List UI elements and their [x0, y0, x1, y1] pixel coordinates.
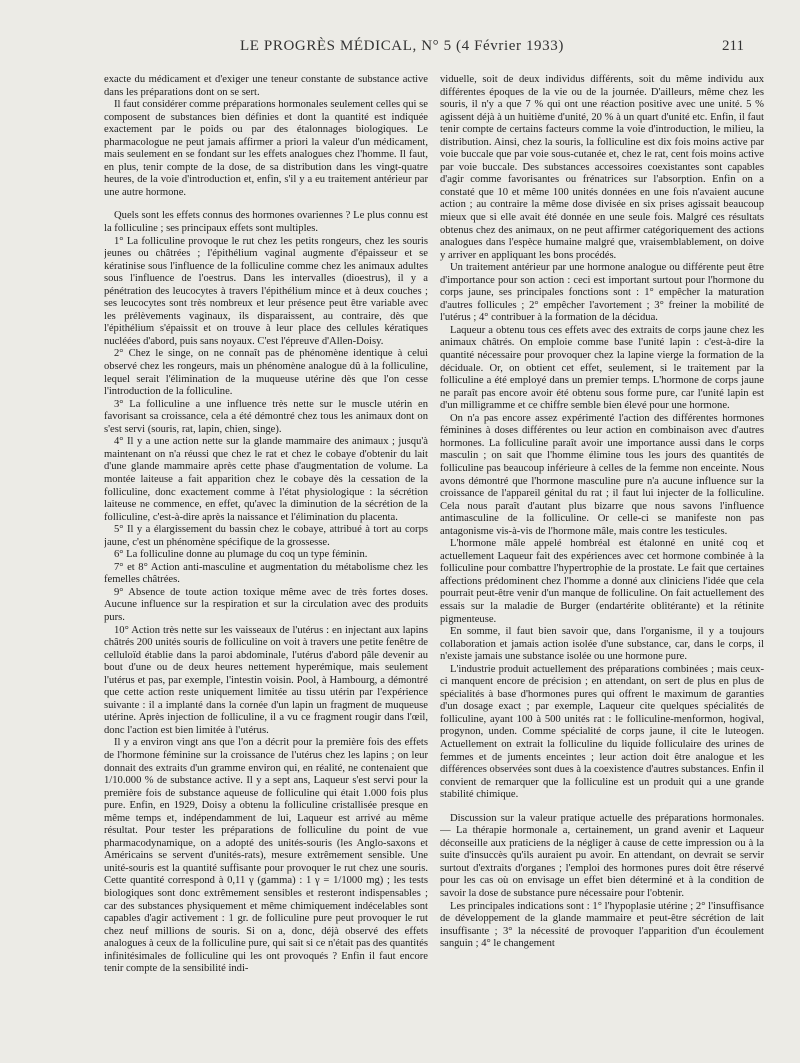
paragraph: 5° Il y a élargissement du bassin chez le cobaye, attribué à tort au corps jaune, c'est un phénomène spécifique de la grossesse.: [104, 524, 428, 548]
paragraph: L'hormone mâle appelé hombréal est étalonné en unité coq et actuellement Laqueur fait des expériences avec cet hormone combinée à la folliculine pour combattre l'hypertrophie de la prostate. Le fait que certaines affections prédominent chez l'homme a donné aux cliniciens l'idée que cela pourrait peut-être venir d'un manque de folliculine. On fait actuellement des essais sur la maladie de Burger (endartérite oblitérante) et la rétinite pigmenteuse.: [440, 538, 764, 625]
paragraph: Il faut considérer comme préparations hormonales seulement celles qui se composent de substances bien définies et dont la quantité est indiquée exactement par le poids ou par des étalonnages biologiques. Le pharmacologue ne peut jamais affirmer a priori la valeur d'un médicament, mais seulement en se fondant sur les effets analogues chez l'homme. Il faut, en plus, tenir compte de la dose, de sa distribution dans les vingt-quatre heures, de la voie d'introduction et, enfin, s'il y a eu traitement antérieur par une autre hormone.: [104, 99, 428, 198]
left-column: [104, 74, 428, 1044]
paragraph: L'industrie produit actuellement des préparations combinées ; mais ceux-ci manquent encore de précision ; en attendant, on sert de plus en plus de spécialités à base d'hormones pures qui offrent le maximum de garanties d'un dosage exact ; par exemple, Laqueur cite quelques spécialités de folliculine, ayant 100 à 500 unités rat : le folliculine-menformon, hogival, progynon, unden. Comme spécialité de corps jaune, il cite le luteogen. Actuellement on extrait la folliculine du liquide folliculaire des urines de femmes et de juments enceintes ; leur action doit être analogue et les différences observées sont dues à la coexistence d'autres substances. Enfin il convient de remarquer que la folliculine est un produit qui a une grande stabilité chimique.: [440, 663, 764, 801]
paragraph: 3° La folliculine a une influence très nette sur le muscle utérin en favorisant sa croissance, cela a été démontré chez tous les animaux dont on s'est servi (souris, rat, lapin, chien, singe).: [104, 398, 428, 435]
paragraph: 2° Chez le singe, on ne connaît pas de phénomène identique à celui observé chez les rongeurs, mais un phénomène analogue dû à la folliculine, lequel serait l'élimination de la muqueuse utérine dès que l'on cesse l'introduction de la folliculine.: [104, 348, 428, 398]
paragraph: 10° Action très nette sur les vaisseaux de l'utérus : en injectant aux lapins châtrés 200 unités souris de folliculine on voit à travers une petite fenêtre de celluloïd établie dans la paroi abdominale, l'utérus d'abord pâle devenir au bout d'une ou de deux heures nettement hyperémique, mais seulement l'utérus et pas, par exemple, l'intestin voisin. Pool, à Hambourg, a démontré que cette action reste uniquement limitée au tissu utérin par l'expérience suivante : il a implanté dans la cornée d'un lapin un fragment de muqueuse utérine. Après injection de folliculine, il a vu ce fragment rougir dans l'œil, donc l'action est bien limitée à l'utérus.: [104, 624, 428, 736]
paragraph: 9° Absence de toute action toxique même avec de très fortes doses. Aucune influence sur la respiration et sur la circulation avec des produits purs.: [104, 586, 428, 623]
paragraph: 4° Il y a une action nette sur la glande mammaire des animaux ; jusqu'à maintenant on n'a réussi que chez le rat et chez le cobaye d'obtenir du lait d'une glande mammaire après cette phase d'augmentation de volume. La montée laiteuse a fait apparition chez le cobaye dès la cessation de la folliculine, donc exactement comme à l'état physiologique : la sécrétion laiteuse ne commence, en effet, qu'avec la diminution de la sécrétion de la folliculine, c'est-à-dire après la naissance et l'élimination du placenta.: [104, 436, 428, 523]
paragraph: En somme, il faut bien savoir que, dans l'organisme, il y a toujours collaboration et jamais action isolée d'une substance, car, dans le corps, il n'existe jamais une substance isolée ou une hormone pure.: [440, 626, 764, 663]
paragraph: Laqueur a obtenu tous ces effets avec des extraits de corps jaune chez les animaux châtrés. On emploie comme base l'unité lapin : c'est-à-dire la quantité nécessaire pour provoquer chez la lapine vierge la formation de la déciduale. Or, on obtient cet effet, seulement, si le traitement par la folliculine a été employé dans un premier temps. L'hormone de corps jaune ne paraît pas encore avoir été obtenu sous forme pure, car l'unité lapin est d'un milligramme et ce chiffre semble bien élevé pour une hormone.: [440, 324, 764, 412]
paragraph: 7° et 8° Action anti-masculine et augmentation du métabolisme chez les femelles châtrées.: [104, 561, 428, 586]
paragraph: 6° La folliculine donne au plumage du coq un type féminin.: [114, 549, 368, 561]
running-title: LE PROGRÈS MÉDICAL, N° 5 (4 Février 1933): [240, 38, 564, 54]
text-columns: [104, 74, 764, 1044]
paragraph: viduelle, soit de deux individus différents, soit du même individu aux différentes époques de la vie ou de la journée. D'ailleurs, même chez les souris, il n'y a que 7 % qui ont une réaction positive avec une unité. 5 % agissent déjà à un huitième d'unité, 20 % à un quart d'unité etc. Enfin, il faut tenir compte de certains facteurs comme la voie d'introduction, le milieu, la distribution. Ainsi, chez la souris, la folliculine est dix fois moins active par voie buccale que par voie sous-cutanée et, chez le rat, cent fois moins active par voie buccale. Des substances accessoires coexistantes sont capables d'agir comme favorisantes ou frénatrices sur l'absorption. Enfin on a constaté que 10 et même 100 unités données en une fois n'avaient aucune action ; au contraire la même dose divisée en six prises agissait beaucoup mieux que si elle avait été donnée en une seule fois. Malgré ces résultats obtenus chez des animaux, on ne peut affirmer catégoriquement des actions analogues dans l'espèce humaine malgré que, vraisemblablement, on doive y arriver en appliquant les bons procédés.: [440, 74, 764, 261]
paragraph: exacte du médicament et d'exiger une teneur constante de substance active dans les préparations dont on se sert.: [104, 74, 428, 98]
paragraph: Un traitement antérieur par une hormone analogue ou différente peut être d'importance pour son action : ceci est important surtout pour l'hormone du corps jaune, ses principales fonctions sont : 1° empêcher la maturation d'autres follicules ; 2° empêcher l'avortement ; 3° freiner la mobilité de l'utérus ; 4° contribuer à la formation de la décidua.: [440, 262, 764, 324]
page-header: [60, 38, 744, 60]
paragraph: Il y a environ vingt ans que l'on a décrit pour la première fois des effets de l'hormone féminine sur la croissance de l'utérus chez les lapins ; on leur donnait des extraits d'un gramme environ qui, en réalité, ne contenaient que 1/10.000 % de substance active. Il y a sept ans, Laqueur s'est servi pour la première fois de substance aqueuse de folliculine qui était 1.000 fois plus pure. Enfin, en 1929, Doisy a obtenu la folliculine cristallisée presque en même temps et, indépendamment de lui, Laqueur est arrivé au même résultat. Pour tester les préparations de folliculine du point de vue pharmacodynamique, on a adopté des unités-souris (les Anglo-saxons et Américains se servent d'unités-rats), mesure extrêmement sensible. Une unité-souris est la quantité suffisante pour provoquer le rut chez une souris. Cette quantité correspond à 0,11 γ (gamma) : 1 γ = 1/1000 mg) ; les tests biologiques sont donc extrêmement sensibles et resteront indispensables ; car des substances physiquement et même chimiquement indécelables sont capables d'agir activement : 1 gr. de folliculine pure peut provoquer le rut chez neuf millions de souris. Si on a, donc, déjà observé des effets analogues à ceux de la folliculine pure, qui sait si ce n'était pas des quantités infinitésimales de folliculine qui les ont provoqués ? Enfin il faut encore tenir compte de la sensibilité indi-: [104, 737, 428, 975]
paragraph: On n'a pas encore assez expérimenté l'action des différentes hormones féminines à doses différentes ou leur action en combinaison avec d'autres hormones. La folliculine paraît avoir une importance aussi dans le corps masculin ; on sait que l'homme élimine tous les jours des quantités de folliculine pas beaucoup inférieure à celles de la femme non enceinte. Nous avons démontré que l'hormone masculine pure n'a aucune influence sur la croissance de l'appareil génital du rat ; il faut lui injecter de la folliculine. Cela nous paraît d'autant plus bizarre que nous savons l'influence antimasculine de la folliculine. Or celle-ci se manifeste non pas antagonisme vis-à-vis de l'hormone mâle, mais contre les testicules.: [440, 412, 764, 537]
page-number: 211: [722, 38, 744, 54]
paragraph: 1° La folliculine provoque le rut chez les petits rongeurs, chez les souris jeunes ou châtrées ; l'épithélium vaginal augmente d'épaisseur et se kératinise sous l'influence de la folliculine comme chez les animaux adultes sous l'influence de l'oestrus. Dans les intervalles (dioestrus), il y a pénétration des leucocytes à travers l'épithélium mince et à deux couches ; ses leucocytes sont très nombreux et leur présence peut être variable avec les prélèvements vaginaux, ils disparaissent, au contraire, dès que l'épithélium s'épaissit et on trouve à leur place des cellules kératiques nucléées d'abord, puis sans noyaux. C'est l'épreuve d'Allen-Doisy.: [104, 235, 428, 347]
paragraph: Quels sont les effets connus des hormones ovariennes ? Le plus connu est la folliculine ; ses principaux effets sont multiples.: [104, 210, 428, 235]
right-column: [440, 74, 764, 1044]
paragraph: Discussion sur la valeur pratique actuelle des préparations hormonales. — La thérapie hormonale a, certainement, un grand avenir et Laqueur déconseille aux praticiens de la négliger à cause de cette impression ou à la suite d'insuccès qu'ils auraient pu avoir. En attendant, on devrait se servir surtout d'extraits d'organes ; l'emploi des hormones pures doit être réservé pour les cas où on envisage un effet bien déterminé et à la condition de savoir la dose de substance pure nécessaire pour l'obtenir.: [440, 812, 764, 899]
paragraph: Les principales indications sont : 1° l'hypoplasie utérine ; 2° l'insuffisance de développement de la glande mammaire et peut-être sécrétion de lait insuffisante ; 3° la nécessité de provoquer l'apparition d'un écoulement sanguin ; 4° le changement: [440, 900, 764, 950]
